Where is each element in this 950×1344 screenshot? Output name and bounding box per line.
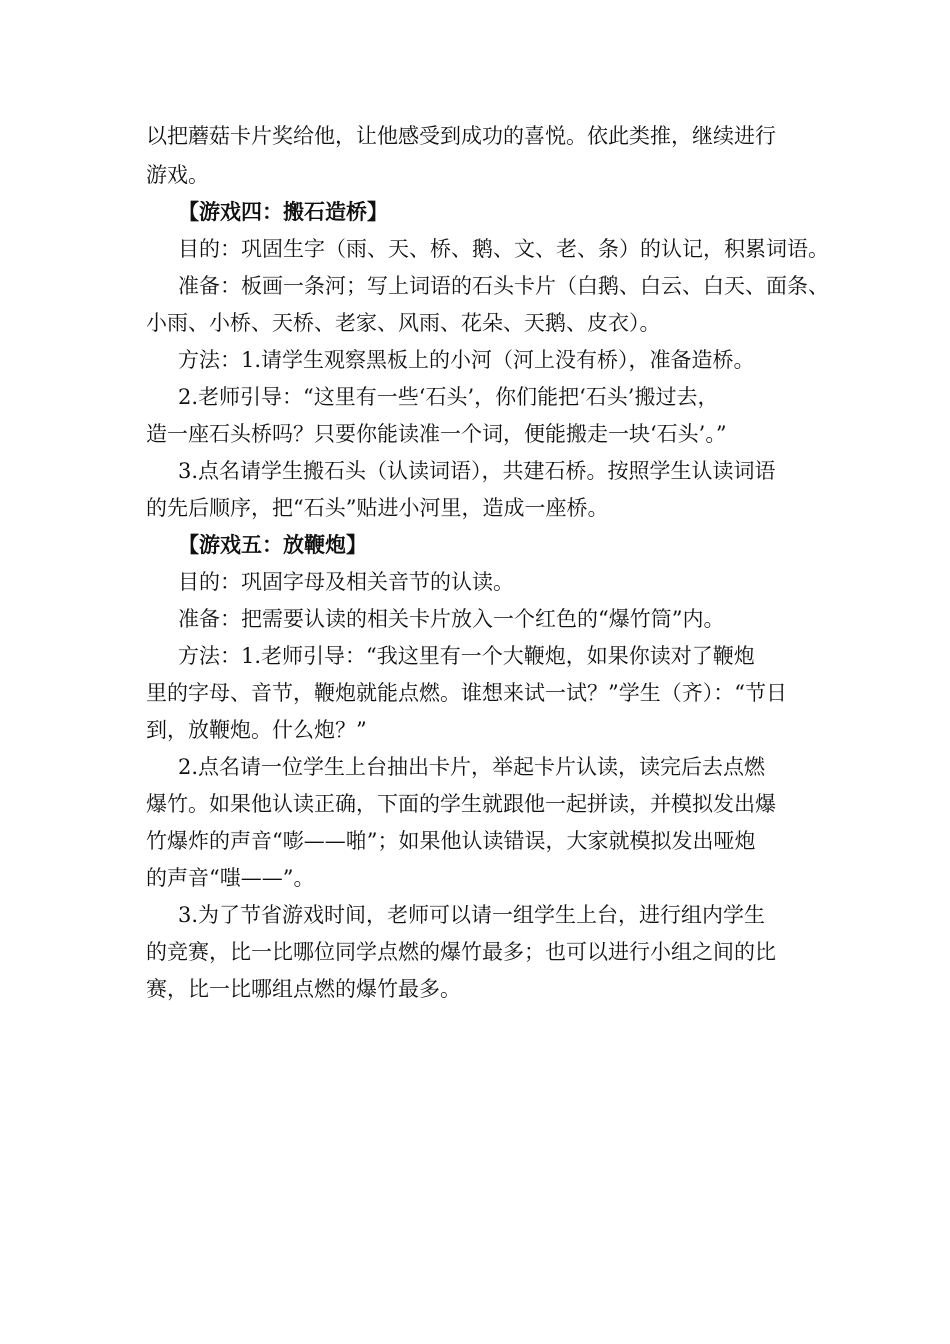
text-line: 赛，比一比哪组点燃的爆竹最多。 <box>146 977 461 1001</box>
text-line: 目的：巩固生字（雨、天、桥、鹅、文、老、条）的认记，积累词语。 <box>178 237 829 261</box>
section-heading-game-four: 【游戏四：搬石造桥】 <box>178 199 388 224</box>
text-line: 3.点名请学生搬石头（认读词语），共建石桥。按照学生认读词语 <box>178 459 776 483</box>
text-line: 小雨、小桥、天桥、老家、风雨、花朵、天鹅、皮衣）。 <box>146 311 661 335</box>
section-heading-game-five: 【游戏五：放鞭炮】 <box>178 532 367 557</box>
text-line: 2.老师引导：“这里有一些‘石头’，你们能把‘石头’搬过去， <box>178 385 719 409</box>
text-line: 竹爆炸的声音“嘭——啪”；如果他认读错误，大家就模拟发出哑炮 <box>146 829 756 853</box>
text-line: 的声音“嗤——”。 <box>146 866 315 890</box>
text-line: 的竞赛，比一比哪位同学点燃的爆竹最多；也可以进行小组之间的比 <box>146 940 776 964</box>
text-line: 游戏。 <box>146 163 209 187</box>
text-line: 造一座石头桥吗？只要你能读准一个词，便能搬走一块‘石头’。” <box>146 422 727 446</box>
text-line: 方法：1.请学生观察黑板上的小河（河上没有桥），准备造桥。 <box>178 348 755 372</box>
text-line: 2.点名请一位学生上台抽出卡片，举起卡片认读，读完后去点燃 <box>178 755 766 779</box>
text-line: 准备：把需要认读的相关卡片放入一个红色的“爆竹筒”内。 <box>178 607 725 631</box>
text-line: 的先后顺序，把“石头”贴进小河里，造成一座桥。 <box>146 496 609 520</box>
text-line: 准备：板画一条河；写上词语的石头卡片（白鹅、白云、白天、面条、 <box>178 274 829 298</box>
text-line: 目的：巩固字母及相关音节的认读。 <box>178 570 514 594</box>
text-line: 到，放鞭炮。什么炮？” <box>146 718 367 742</box>
text-line: 里的字母、音节，鞭炮就能点燃。谁想来试一试？”学生（齐）：“节日 <box>146 681 787 705</box>
text-line: 方法：1.老师引导：“我这里有一个大鞭炮，如果你读对了鞭炮 <box>178 644 755 668</box>
text-line: 以把蘑菇卡片奖给他，让他感受到成功的喜悦。依此类推，继续进行 <box>146 124 776 148</box>
text-line: 3.为了节省游戏时间，老师可以请一组学生上台，进行组内学生 <box>178 903 766 927</box>
text-line: 爆竹。如果他认读正确，下面的学生就跟他一起拼读，并模拟发出爆 <box>146 792 776 816</box>
